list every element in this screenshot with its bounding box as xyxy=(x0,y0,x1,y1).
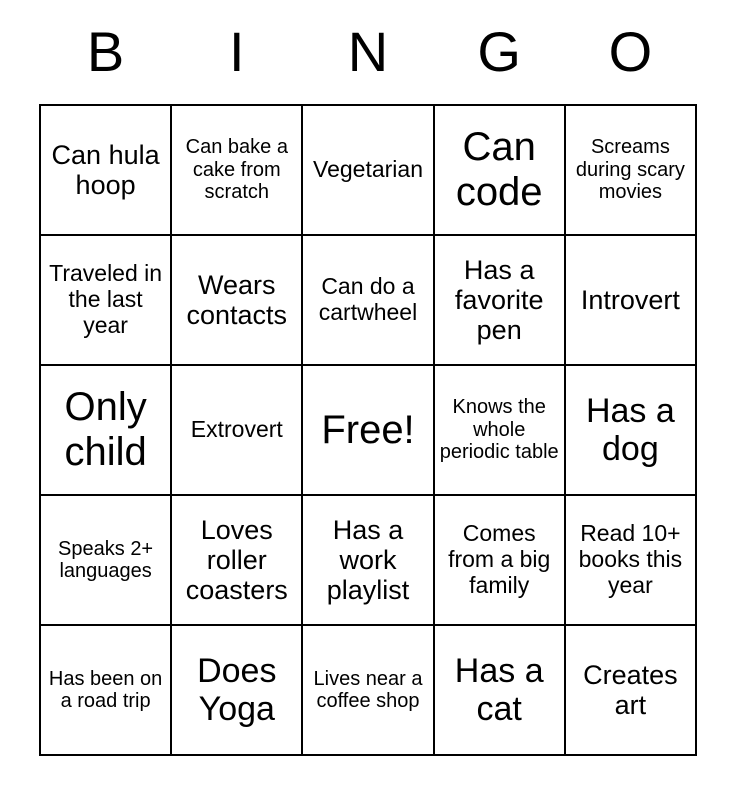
bingo-cell[interactable] xyxy=(435,236,566,366)
header-letter-g: G xyxy=(477,20,521,83)
bingo-cell-free[interactable] xyxy=(303,366,434,496)
header-letter-n: N xyxy=(347,20,389,83)
bingo-cell[interactable] xyxy=(303,236,434,366)
bingo-cell-label: Lives near a coffee shop xyxy=(313,667,423,712)
bingo-cell-label: Wears contacts xyxy=(186,269,288,330)
bingo-cell[interactable] xyxy=(172,366,303,496)
bingo-cell[interactable] xyxy=(566,366,697,496)
bingo-cell[interactable] xyxy=(172,236,303,366)
header-letter-i: I xyxy=(229,20,245,83)
bingo-cell-label: Screams during scary movies xyxy=(575,136,685,204)
bingo-cell-label: Comes from a big family xyxy=(448,520,551,598)
bingo-cell[interactable] xyxy=(435,366,566,496)
bingo-cell-label: Vegetarian xyxy=(313,156,423,183)
bingo-cell-label: Read 10+ books this year xyxy=(578,520,683,598)
bingo-cell[interactable] xyxy=(41,496,172,626)
bingo-cell-label: Extrovert xyxy=(190,416,283,443)
bingo-cell[interactable] xyxy=(41,236,172,366)
bingo-cell[interactable] xyxy=(566,496,697,626)
bingo-cell-label: Can bake a cake from scratch xyxy=(185,136,288,204)
bingo-grid xyxy=(39,104,697,756)
bingo-cell[interactable] xyxy=(303,496,434,626)
header-letter-o: O xyxy=(608,20,653,83)
bingo-cell-label: Can hula hoop xyxy=(51,139,160,200)
bingo-cell-label: Loves roller coasters xyxy=(185,514,288,606)
bingo-cell-label: Knows the whole periodic table xyxy=(439,396,559,464)
bingo-cell-label: Free! xyxy=(321,407,415,452)
bingo-cell-label: Has a cat xyxy=(454,651,544,728)
bingo-cell[interactable] xyxy=(172,106,303,236)
bingo-cell-label: Traveled in the last year xyxy=(49,260,163,338)
bingo-cell-label: Has been on a road trip xyxy=(48,667,163,712)
bingo-cell-label: Only child xyxy=(64,385,147,474)
bingo-cell[interactable] xyxy=(566,626,697,756)
bingo-cell[interactable] xyxy=(435,626,566,756)
bingo-cell-label: Speaks 2+ languages xyxy=(58,537,154,582)
bingo-cell[interactable] xyxy=(41,366,172,496)
bingo-cell-label: Creates art xyxy=(583,659,678,720)
bingo-cell-label: Has a dog xyxy=(585,391,675,468)
bingo-cell-label: Can do a cartwheel xyxy=(318,273,418,325)
bingo-cell[interactable] xyxy=(41,626,172,756)
bingo-cell-label: Can code xyxy=(455,125,543,214)
bingo-cell-label: Has a favorite pen xyxy=(454,254,544,346)
bingo-cell-label: Introvert xyxy=(580,284,680,315)
bingo-cell[interactable] xyxy=(566,236,697,366)
bingo-cell-label: Has a work playlist xyxy=(326,514,410,606)
bingo-cell[interactable] xyxy=(303,106,434,236)
bingo-cell[interactable] xyxy=(172,496,303,626)
bingo-cell-label: Does Yoga xyxy=(197,651,277,728)
bingo-cell[interactable] xyxy=(172,626,303,756)
bingo-cell[interactable] xyxy=(566,106,697,236)
bingo-cell[interactable] xyxy=(303,626,434,756)
bingo-cell[interactable] xyxy=(41,106,172,236)
bingo-cell[interactable] xyxy=(435,496,566,626)
header-letter-b: B xyxy=(86,20,125,83)
bingo-header xyxy=(40,0,696,104)
bingo-cell[interactable] xyxy=(435,106,566,236)
